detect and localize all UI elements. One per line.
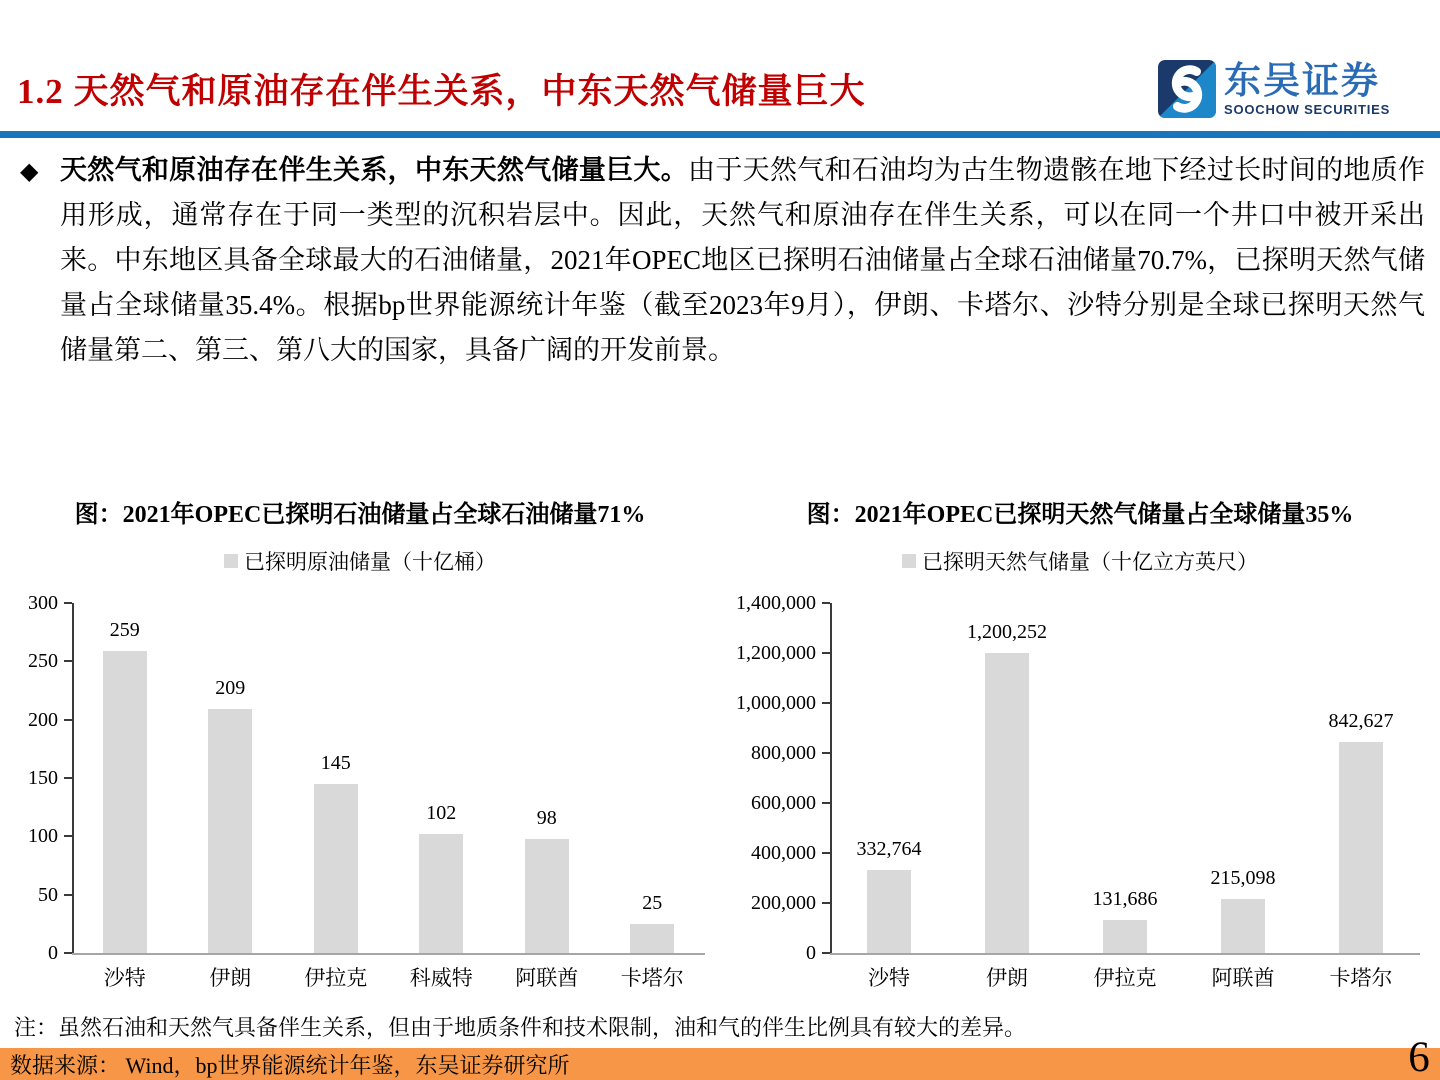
- y-axis-line: [72, 603, 74, 953]
- y-tick-label: 600,000: [751, 792, 816, 814]
- bar: [419, 834, 463, 953]
- y-tick: [64, 602, 72, 604]
- legend-label: 已探明原油储量（十亿桶）: [244, 550, 496, 574]
- y-tick: [822, 652, 830, 654]
- y-tick-label: 1,000,000: [736, 692, 816, 714]
- bar: [525, 839, 569, 953]
- y-tick: [822, 952, 830, 954]
- y-tick-label: 1,200,000: [736, 642, 816, 664]
- body-lead-bold: 天然气和原油存在伴生关系，中东天然气储量巨大。: [60, 155, 689, 185]
- bar-value-label: 259: [109, 618, 140, 641]
- x-category-label: 伊朗: [986, 966, 1028, 990]
- chart-gas-title: 图：2021年OPEC已探明天然气储量占全球储量35%: [806, 502, 1354, 528]
- y-tick: [822, 702, 830, 704]
- page-number: 6: [1408, 1034, 1430, 1080]
- logo-name-cn: 东吴证券: [1224, 60, 1380, 102]
- y-tick-label: 800,000: [751, 742, 816, 764]
- y-tick-label: 200,000: [751, 892, 816, 914]
- y-axis-line: [830, 603, 832, 953]
- legend-label: 已探明天然气储量（十亿立方英尺）: [922, 550, 1258, 574]
- note-text: 注：虽然石油和天然气具备伴生关系，但由于地质条件和技术限制，油和气的伴生比例具有较大的差异。: [14, 1015, 1027, 1040]
- y-tick: [64, 952, 72, 954]
- bar-value-label: 209: [215, 677, 246, 700]
- y-tick: [822, 602, 830, 604]
- bar-value-label: 131,686: [1092, 888, 1158, 911]
- x-category-label: 阿联酋: [515, 966, 579, 990]
- bar: [314, 784, 358, 953]
- y-tick-label: 50: [38, 883, 58, 906]
- y-tick-label: 100: [28, 825, 58, 848]
- y-tick-label: 200: [28, 708, 58, 731]
- x-category-label: 卡塔尔: [1329, 966, 1393, 990]
- page-title: 1.2 天然气和原油存在伴生关系，中东天然气储量巨大: [17, 72, 866, 111]
- bar: [1339, 742, 1383, 953]
- bar-value-label: 332,764: [856, 837, 922, 860]
- chart-oil-title: 图：2021年OPEC已探明石油储量占全球石油储量71%: [74, 502, 646, 528]
- y-tick: [822, 802, 830, 804]
- x-category-label: 科威特: [409, 966, 473, 990]
- y-tick: [64, 719, 72, 721]
- bar: [103, 651, 147, 953]
- bar: [1103, 920, 1147, 953]
- chart-oil-reserves: [0, 490, 720, 1002]
- bar: [208, 709, 252, 953]
- footer-bar: [0, 1048, 1440, 1080]
- header-divider: [0, 131, 1440, 138]
- x-category-label: 卡塔尔: [620, 966, 684, 990]
- bar-value-label: 102: [426, 802, 457, 824]
- bar-value-label: 98: [536, 806, 557, 829]
- bar-value-label: 1,200,252: [967, 620, 1047, 643]
- y-tick: [64, 777, 72, 779]
- y-tick-label: 0: [806, 942, 816, 964]
- data-source: 数据来源： Wind，bp世界能源统计年鉴，东吴证券研究所: [10, 1052, 570, 1078]
- x-axis-line: [72, 953, 705, 955]
- diamond-bullet-icon: ◆: [20, 159, 39, 185]
- y-tick-label: 0: [48, 942, 58, 964]
- bar: [985, 653, 1029, 953]
- y-tick-label: 400,000: [751, 842, 816, 864]
- bar-value-label: 25: [642, 891, 663, 914]
- bar-value-label: 842,627: [1328, 710, 1394, 733]
- y-tick: [64, 835, 72, 837]
- chart-gas-plot: [720, 490, 1440, 1002]
- body-regular-text: 由于天然气和石油均为古生物遗骸在地下经过长时间的地质作用形成，通常存在于同一类型的沉积岩层中。因此，天然气和原油存在伴生关系，可以在同一个井口中被开采出来。中东地区具备全球最大的石油储量，2021年OPEC地区已探明石油储量占全球石油储量70.7%，已探明天然气储量占全球储量35.4%。根据bp世界能源统计年鉴（截至2023年9月），伊朗、卡塔尔、沙特分别是全球已探明天然气储量第二、第三、第八大的国家，具备广阔的开发前景。: [60, 155, 1426, 365]
- body-paragraph: [60, 148, 1425, 373]
- soochow-logo-icon: [1158, 60, 1216, 118]
- logo-name-en: SOOCHOW SECURITIES: [1224, 101, 1391, 117]
- x-category-label: 伊拉克: [1093, 966, 1157, 990]
- y-tick-label: 250: [28, 650, 58, 673]
- logo-text: [1224, 62, 1390, 117]
- x-category-label: 沙特: [103, 966, 146, 990]
- y-tick: [822, 752, 830, 754]
- y-tick-label: 1,400,000: [736, 592, 816, 614]
- bar-value-label: 145: [320, 751, 351, 774]
- bar-value-label: 215,098: [1210, 867, 1276, 890]
- soochow-logo: [1158, 60, 1390, 118]
- y-tick-label: 300: [28, 592, 58, 614]
- x-category-label: 沙特: [868, 966, 910, 990]
- x-category-label: 伊拉克: [304, 966, 368, 990]
- chart-oil-plot: [0, 490, 720, 1002]
- x-category-label: 阿联酋: [1211, 966, 1275, 990]
- y-tick: [822, 902, 830, 904]
- x-category-label: 伊朗: [209, 966, 252, 990]
- chart-gas-reserves: [720, 490, 1440, 1002]
- bar: [867, 870, 911, 953]
- x-axis-line: [830, 953, 1420, 955]
- y-tick: [64, 660, 72, 662]
- y-tick: [64, 894, 72, 896]
- bar: [630, 924, 674, 953]
- bar: [1221, 899, 1265, 953]
- y-tick-label: 150: [28, 767, 58, 789]
